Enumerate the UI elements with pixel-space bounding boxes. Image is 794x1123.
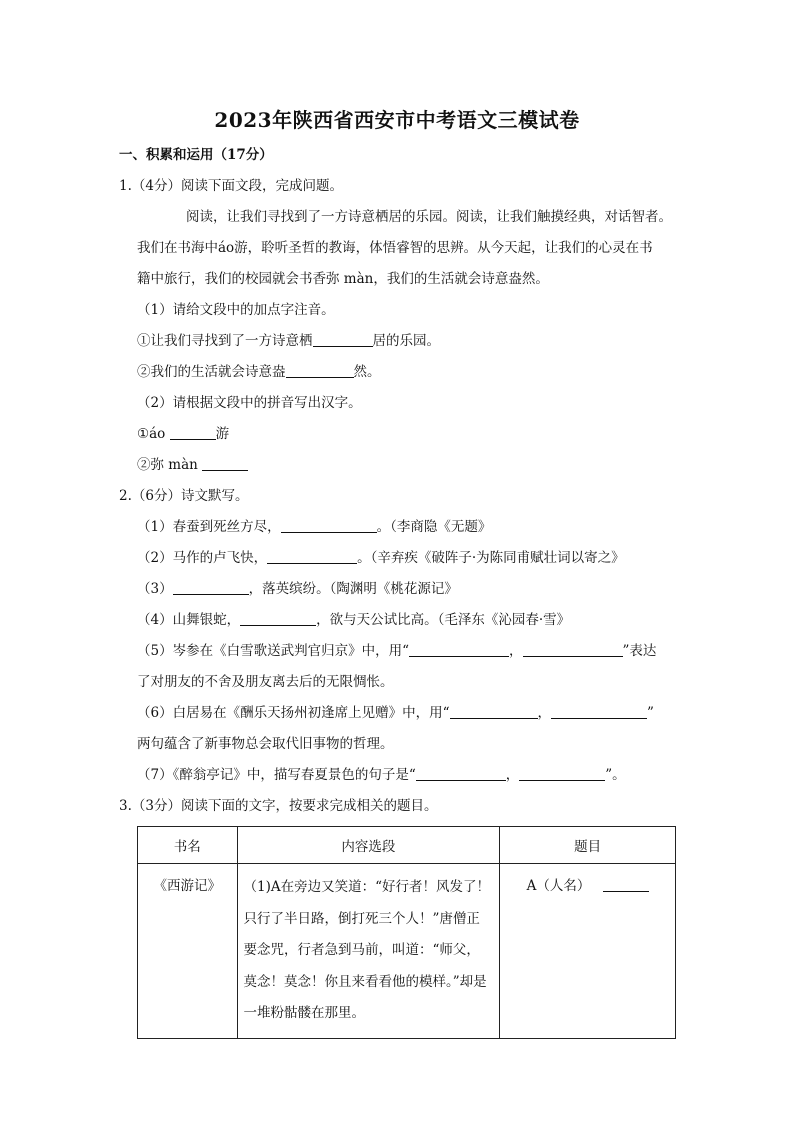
q2-item-1 <box>137 518 491 536</box>
q1-sub1-b <box>137 363 381 381</box>
q2-item-7-text: （7）《醉翁亭记》中，描写春夏景色的句子是“ <box>137 767 416 783</box>
q2-item-4-source: ，欲与天公试比高。（毛泽东《沁园春·雪》 <box>316 612 571 628</box>
table-header-row <box>138 827 676 864</box>
answer-blank[interactable] <box>313 332 373 347</box>
q2-item-4 <box>137 611 570 629</box>
q1-sub2-b <box>137 456 248 474</box>
q2-stem: 2.（6分）诗文默写。 <box>119 488 249 504</box>
q2-item-6-comma: ， <box>537 705 551 721</box>
section-heading: 一、积累和运用（17分） <box>119 147 273 163</box>
answer-blank[interactable] <box>551 704 647 719</box>
column-header-excerpt: 内容选段 <box>237 827 500 864</box>
q2-item-5-cont: 了对朋友的不舍及朋友离去后的无限惆怅。 <box>137 674 394 690</box>
q2-item-7-comma: ， <box>505 767 520 783</box>
q2-item-6-tail: ” <box>647 705 654 721</box>
question-cell <box>500 864 676 1039</box>
reading-table <box>137 826 676 1039</box>
q1-sub2-a-tail: 游 <box>215 426 230 442</box>
q2-item-3-text: （3） <box>137 581 173 597</box>
q2-item-5-text: （5）岑参在《白雪歌送武判官归京》中，用“ <box>137 643 409 659</box>
table-row <box>138 864 676 1039</box>
answer-blank[interactable] <box>202 456 248 471</box>
q1-sub2-a <box>137 425 229 443</box>
excerpt-line: 莫念！莫念！你且来看看他的模样。”却是 <box>243 973 487 990</box>
q1-sub1-b-tail: 然。 <box>353 364 381 380</box>
q1-sub1-a-text: ①让我们寻找到了一方诗意栖 <box>137 333 313 349</box>
q2-item-5-comma: ， <box>509 643 523 659</box>
q2-item-6-text: （6）白居易在《酬乐天扬州初逢席上见赠》中，用“ <box>137 705 450 721</box>
q1-sub2-b-text: ②弥 màn <box>137 457 203 473</box>
q2-item-3 <box>137 580 458 598</box>
q2-item-5 <box>137 642 656 660</box>
answer-blank[interactable] <box>519 766 605 781</box>
answer-blank[interactable] <box>416 766 506 781</box>
q2-item-6 <box>137 704 654 722</box>
q1-sub2: （2）请根据文段中的拼音写出汉字。 <box>137 395 362 411</box>
answer-blank[interactable] <box>240 611 316 626</box>
q1-passage-line: 阅读，让我们寻找到了一方诗意栖居的乐园。阅读，让我们触摸经典，对话智者。 <box>186 209 672 225</box>
q2-item-2-source: 。（辛弃疾《破阵子·为陈同甫赋壮词以寄之》 <box>357 550 625 566</box>
book-cell: 《西游记》 <box>138 864 238 1039</box>
excerpt-line: 一堆粉骷髅在那里。 <box>243 1005 366 1021</box>
q2-item-7 <box>137 766 626 784</box>
q2-item-1-text: （1）春蚕到死丝方尽， <box>137 519 281 535</box>
q2-item-3-source: ，落英缤纷。（陶渊明《桃花源记》 <box>248 581 458 597</box>
answer-blank[interactable] <box>173 580 249 595</box>
q2-item-4-text: （4）山舞银蛇， <box>137 612 241 628</box>
q3-stem: 3.（3分）阅读下面的文字，按要求完成相关的题目。 <box>119 798 438 814</box>
q1-passage-line: 我们在书海中áo游，聆听圣哲的教诲，体悟睿智的思辨。从今天起，让我们的心灵在书 <box>137 240 653 256</box>
excerpt-line: （1)A在旁边又笑道：“好行者！风发了！ <box>243 879 491 895</box>
answer-blank[interactable] <box>170 425 216 440</box>
q1-sub1: （1）请给文段中的加点字注音。 <box>137 302 335 318</box>
answer-blank[interactable] <box>409 642 509 657</box>
q2-item-6-cont: 两句蕴含了新事物总会取代旧事物的哲理。 <box>137 736 394 752</box>
q2-item-2-text: （2）马作的卢飞快， <box>137 550 268 566</box>
answer-blank[interactable] <box>603 877 649 892</box>
q1-sub1-a-tail: 居的乐园。 <box>372 333 440 349</box>
q1-sub1-b-text: ②我们的生活就会诗意盎 <box>137 364 286 380</box>
q1-stem: 1.（4分）阅读下面文段，完成问题。 <box>119 178 343 194</box>
column-header-question: 题目 <box>500 827 676 864</box>
q2-item-2 <box>137 549 625 567</box>
excerpt-cell <box>237 864 500 1039</box>
excerpt-line: 只行了半日路，倒打死三个人！”唐僧正 <box>243 910 480 927</box>
q1-passage-line: 籍中旅行，我们的校园就会书香弥 màn，我们的生活就会诗意盎然。 <box>137 271 549 287</box>
answer-blank[interactable] <box>450 704 538 719</box>
answer-blank[interactable] <box>281 518 377 533</box>
q2-item-5-tail: ”表达 <box>622 643 657 659</box>
q2-item-7-tail: ”。 <box>605 767 626 783</box>
answer-blank[interactable] <box>523 642 623 657</box>
q1-sub2-a-text: ①áo <box>137 426 170 442</box>
q2-item-1-source: 。（李商隐《无题》 <box>376 519 492 535</box>
question-label: A（人名） <box>526 878 591 894</box>
answer-blank[interactable] <box>267 549 357 564</box>
answer-blank[interactable] <box>286 363 354 378</box>
q1-sub1-a <box>137 332 440 350</box>
page-title: 2023年陕西省西安市中考语文三模试卷 <box>214 108 580 132</box>
excerpt-line: 要念咒，行者急到马前，叫道：“师父， <box>243 942 480 958</box>
column-header-book: 书名 <box>138 827 238 864</box>
